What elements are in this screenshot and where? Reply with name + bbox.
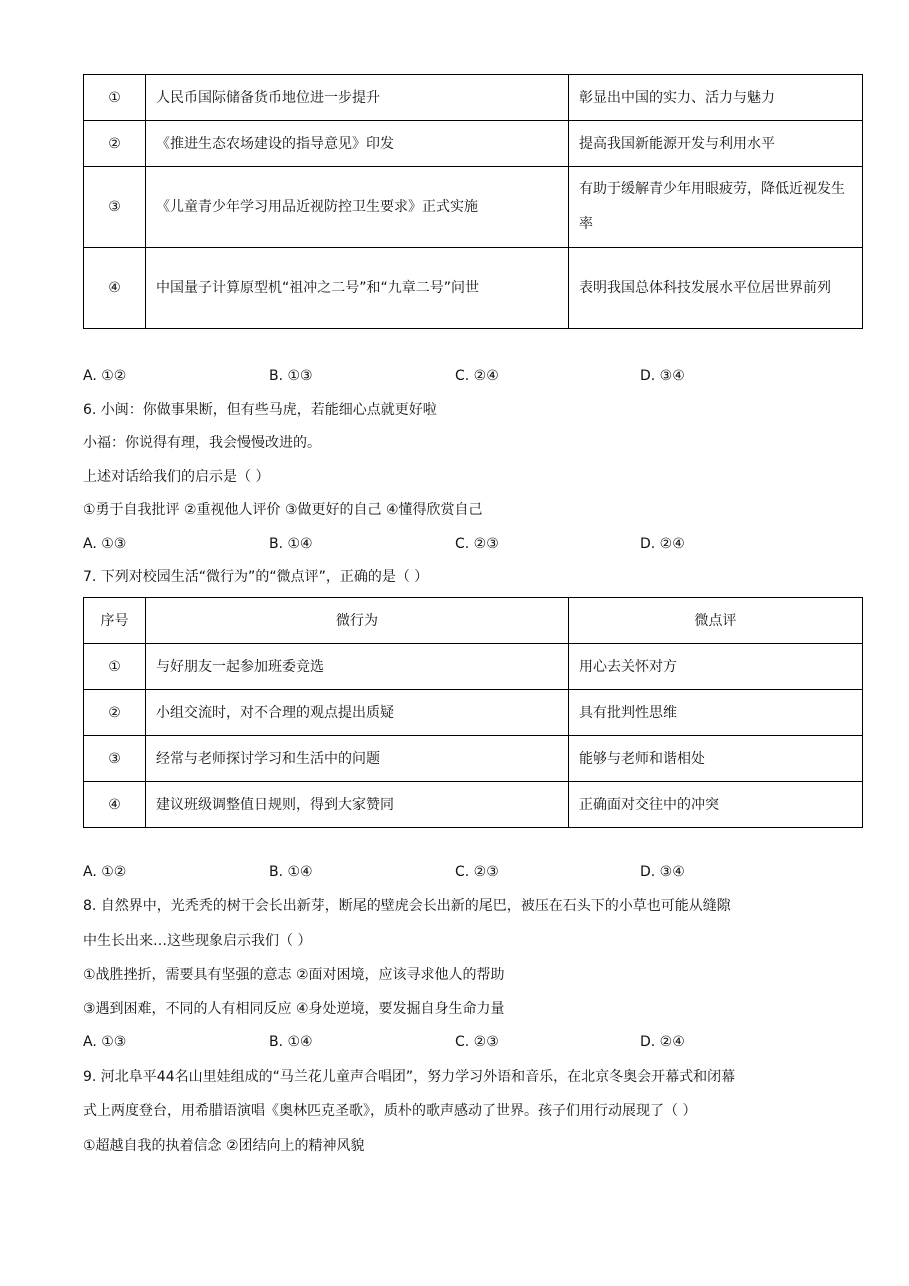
option-c: C. ②③ [455, 536, 499, 552]
meaning-cell: 彰显出中国的实力、活力与魅力 [569, 75, 863, 121]
option-d: D. ③④ [640, 864, 685, 880]
table-header-row [84, 598, 863, 644]
q8-statements-line1: ①战胜挫折，需要具有坚强的意志 ②面对困境，应该寻求他人的帮助 [83, 967, 505, 983]
q6-stem-line2: 小福：你说得有理，我会慢慢改进的。 [83, 435, 321, 451]
comment-cell: 用心去关怀对方 [569, 644, 863, 690]
option-a: A. ①② [83, 864, 127, 880]
option-b: B. ①④ [269, 1034, 313, 1050]
q8-statements-line2: ③遇到困难，不同的人有相同反应 ④身处逆境，要发掘自身生命力量 [83, 1001, 505, 1017]
option-b: B. ①④ [269, 864, 313, 880]
q9-statements: ①超越自我的执着信念 ②团结向上的精神风貌 [83, 1138, 365, 1154]
meaning-cell: 有助于缓解青少年用眼疲劳，降低近视发生率 [569, 167, 863, 248]
row-number: ③ [84, 736, 146, 782]
comment-cell: 具有批判性思维 [569, 690, 863, 736]
option-a: A. ①③ [83, 1034, 127, 1050]
comment-cell: 能够与老师和谐相处 [569, 736, 863, 782]
option-d: D. ③④ [640, 368, 685, 384]
event-cell: 人民币国际储备货币地位进一步提升 [146, 75, 569, 121]
table-row [84, 782, 863, 828]
column-header: 微点评 [569, 598, 863, 644]
q6-statements: ①勇于自我批评 ②重视他人评价 ③做更好的自己 ④懂得欣赏自己 [83, 502, 483, 518]
event-cell: 《儿童青少年学习用品近视防控卫生要求》正式实施 [146, 167, 569, 248]
row-number: ② [84, 121, 146, 167]
column-header: 微行为 [146, 598, 569, 644]
row-number: ② [84, 690, 146, 736]
option-b: B. ①④ [269, 536, 313, 552]
q8-stem-line1: 8. 自然界中，光秃秃的树干会长出新芽，断尾的壁虎会长出新的尾巴，被压在石头下的小草也可能从缝隙 [83, 898, 731, 914]
option-a: A. ①② [83, 368, 127, 384]
q8-stem-line2: 中生长出来…这些现象启示我们（ ） [83, 933, 312, 949]
meaning-cell: 表明我国总体科技发展水平位居世界前列 [569, 248, 863, 329]
table-row [84, 75, 863, 121]
table-row [84, 121, 863, 167]
row-number: ① [84, 644, 146, 690]
q5-table [83, 74, 863, 329]
option-c: C. ②④ [455, 368, 499, 384]
q9-stem-line1: 9. 河北阜平44名山里娃组成的“马兰花儿童声合唱团”，努力学习外语和音乐，在北京冬奥会开幕式和闭幕 [83, 1069, 736, 1085]
table-row [84, 736, 863, 782]
row-number: ④ [84, 248, 146, 329]
behavior-cell: 经常与老师探讨学习和生活中的问题 [146, 736, 569, 782]
event-cell: 《推进生态农场建设的指导意见》印发 [146, 121, 569, 167]
comment-cell: 正确面对交往中的冲突 [569, 782, 863, 828]
table-row [84, 248, 863, 329]
row-number: ① [84, 75, 146, 121]
behavior-cell: 与好朋友一起参加班委竞选 [146, 644, 569, 690]
table-row [84, 690, 863, 736]
q9-stem-line2: 式上两度登台，用希腊语演唱《奥林匹克圣歌》，质朴的歌声感动了世界。孩子们用行动展现了（ ） [83, 1103, 697, 1119]
q7-table [83, 597, 863, 828]
row-number: ④ [84, 782, 146, 828]
option-d: D. ②④ [640, 536, 685, 552]
column-header: 序号 [84, 598, 146, 644]
option-c: C. ②③ [455, 864, 499, 880]
behavior-cell: 小组交流时，对不合理的观点提出质疑 [146, 690, 569, 736]
q6-stem-line1: 6. 小闽：你做事果断，但有些马虎，若能细心点就更好啦 [83, 402, 437, 418]
behavior-cell: 建议班级调整值日规则，得到大家赞同 [146, 782, 569, 828]
option-b: B. ①③ [269, 368, 313, 384]
row-number: ③ [84, 167, 146, 248]
option-c: C. ②③ [455, 1034, 499, 1050]
option-d: D. ②④ [640, 1034, 685, 1050]
q6-stem-line3: 上述对话给我们的启示是（ ） [83, 469, 270, 485]
table-row [84, 644, 863, 690]
q7-stem: 7. 下列对校园生活“微行为”的“微点评”，正确的是（ ） [83, 569, 429, 585]
option-a: A. ①③ [83, 536, 127, 552]
event-cell: 中国量子计算原型机“祖冲之二号”和“九章二号”问世 [146, 248, 569, 329]
table-row [84, 167, 863, 248]
meaning-cell: 提高我国新能源开发与利用水平 [569, 121, 863, 167]
